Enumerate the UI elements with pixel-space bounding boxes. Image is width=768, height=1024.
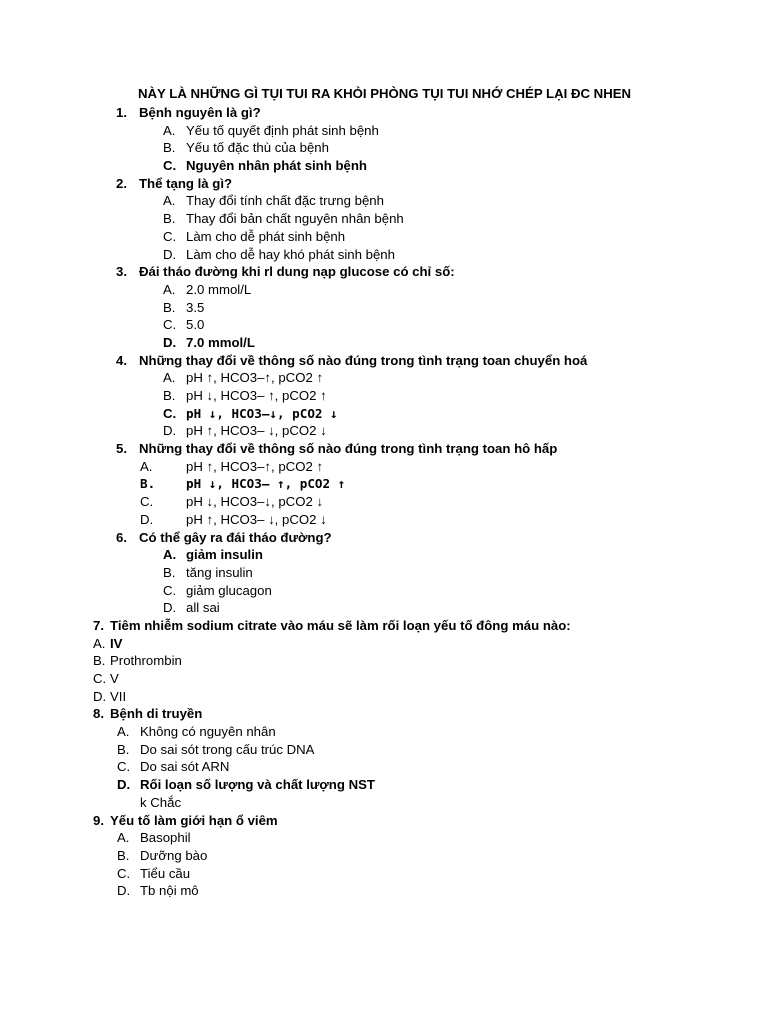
question-number: 6. xyxy=(116,529,127,545)
option-row xyxy=(0,599,768,617)
option-text: Tiểu cầu xyxy=(140,865,191,881)
option-row xyxy=(0,865,768,883)
option-text: giảm glucagon xyxy=(186,582,272,598)
option-letter: D. xyxy=(163,600,177,616)
option-letter: C. xyxy=(163,405,177,421)
option-text: Do sai sót ARN xyxy=(140,759,230,775)
option-row xyxy=(0,652,768,670)
option-letter: A. xyxy=(163,281,176,297)
question-row xyxy=(0,104,768,122)
option-letter: C. xyxy=(93,671,107,686)
option-letter: C. xyxy=(117,759,131,775)
option-text: 7.0 mmol/L xyxy=(186,334,255,350)
option-row xyxy=(0,741,768,759)
option-row xyxy=(0,882,768,900)
question-text: Thể tạng là gì? xyxy=(139,175,233,191)
option-text: IV xyxy=(110,635,123,651)
option-letter: C. xyxy=(163,582,177,598)
option-text: pH ↑, HCO3–↑, pCO2 ↑ xyxy=(186,458,324,474)
option-text: 3.5 xyxy=(186,299,205,315)
option-letter: C. xyxy=(163,228,177,244)
option-row xyxy=(0,475,768,493)
option-row xyxy=(0,387,768,405)
question-list xyxy=(0,104,768,900)
option-row xyxy=(0,493,768,511)
option-letter: D. xyxy=(163,334,177,350)
option-row xyxy=(0,334,768,352)
option-text: pH ↓, HCO3– ↑, pCO2 ↑ xyxy=(186,388,327,403)
option-text: Không có nguyên nhân xyxy=(140,724,276,740)
question-text: Có thể gây ra đái tháo đường? xyxy=(139,529,332,545)
option-row xyxy=(0,405,768,423)
option-text: 2.0 mmol/L xyxy=(186,281,252,297)
option-row xyxy=(0,281,768,299)
option-text: V xyxy=(110,671,119,686)
question-row xyxy=(0,529,768,547)
option-row xyxy=(0,192,768,210)
option-row xyxy=(0,564,768,582)
option-letter: D. xyxy=(93,688,107,704)
option-letter: B. xyxy=(163,388,176,403)
option-row xyxy=(0,670,768,688)
option-letter: C. xyxy=(140,494,154,510)
option-letter: B. xyxy=(117,847,130,863)
option-text: Thay đổi tính chất đặc trưng bệnh xyxy=(186,193,384,209)
question-number: 8. xyxy=(93,706,104,722)
question-text: Những thay đổi về thông số nào đúng trong tình trạng toan chuyển hoá xyxy=(139,352,588,368)
question-text: Đái tháo đường khi rl dung nạp glucose có chỉ số: xyxy=(139,264,455,280)
option-letter: B. xyxy=(163,564,176,580)
option-text: Basophil xyxy=(140,830,191,846)
option-text: Do sai sót trong cấu trúc DNA xyxy=(140,741,315,757)
option-text: pH ↓, HCO3–↓, pCO2 ↓ xyxy=(186,405,338,421)
question-row xyxy=(0,705,768,723)
option-text: Prothrombin xyxy=(110,653,182,669)
option-text: pH ↑, HCO3– ↓, pCO2 ↓ xyxy=(186,511,327,527)
question-number: 9. xyxy=(93,812,104,828)
option-row xyxy=(0,139,768,157)
option-row xyxy=(0,246,768,264)
option-text: Nguyên nhân phát sinh bệnh xyxy=(186,158,367,174)
option-letter: A. xyxy=(93,635,106,651)
option-letter: A. xyxy=(117,724,130,740)
option-row xyxy=(0,458,768,476)
option-row xyxy=(0,688,768,706)
option-row xyxy=(0,635,768,653)
option-letter: C. xyxy=(117,865,131,881)
option-text: pH ↑, HCO3–↑, pCO2 ↑ xyxy=(186,370,324,386)
option-row xyxy=(0,829,768,847)
option-row xyxy=(0,511,768,529)
option-row xyxy=(0,422,768,440)
option-text: pH ↓, HCO3– ↑, pCO2 ↑ xyxy=(186,476,346,492)
option-row xyxy=(0,369,768,387)
question-row xyxy=(0,175,768,193)
option-letter: B. xyxy=(140,476,156,492)
option-letter: D. xyxy=(163,246,177,262)
option-letter: A. xyxy=(163,193,176,209)
option-row xyxy=(0,546,768,564)
note-row xyxy=(0,794,768,812)
option-text: Yếu tố đặc thù của bệnh xyxy=(186,140,329,156)
option-letter: C. xyxy=(163,158,177,174)
option-text: Làm cho dễ phát sinh bệnh xyxy=(186,228,346,244)
answer-note: k Chắc xyxy=(140,794,182,810)
option-letter: D. xyxy=(163,423,177,439)
question-number: 7. xyxy=(93,617,104,633)
option-letter: D. xyxy=(117,777,131,793)
option-text: all sai xyxy=(186,600,220,616)
option-row xyxy=(0,228,768,246)
option-text: pH ↓, HCO3–↓, pCO2 ↓ xyxy=(186,494,324,510)
question-text: Tiêm nhiễm sodium citrate vào máu sẽ làm rối loạn yếu tố đông máu nào: xyxy=(110,617,571,633)
option-letter: D. xyxy=(140,511,154,527)
option-text: 5.0 xyxy=(186,317,205,333)
option-text: Rối loạn số lượng và chất lượng NST xyxy=(140,777,375,793)
option-row xyxy=(0,316,768,334)
option-letter: B. xyxy=(163,299,176,315)
option-row xyxy=(0,210,768,228)
question-text: Bệnh di truyền xyxy=(110,706,203,722)
question-row xyxy=(0,352,768,370)
question-text: Yếu tố làm giới hạn ổ viêm xyxy=(110,812,278,828)
option-row xyxy=(0,723,768,741)
option-row xyxy=(0,582,768,600)
option-text: Thay đổi bản chất nguyên nhân bệnh xyxy=(186,211,404,227)
option-text: Dưỡng bào xyxy=(140,847,208,863)
option-letter: A. xyxy=(163,122,176,138)
question-row xyxy=(0,263,768,281)
option-letter: A. xyxy=(117,830,130,846)
question-row xyxy=(0,440,768,458)
option-text: pH ↑, HCO3– ↓, pCO2 ↓ xyxy=(186,423,327,439)
option-row xyxy=(0,776,768,794)
option-letter: B. xyxy=(93,653,106,669)
option-row xyxy=(0,847,768,865)
option-text: VII xyxy=(110,688,127,704)
option-row xyxy=(0,299,768,317)
option-letter: B. xyxy=(163,140,176,156)
question-text: Bệnh nguyên là gì? xyxy=(139,105,261,120)
question-text: Những thay đổi về thông số nào đúng trong tình trạng toan hô hấp xyxy=(139,441,558,457)
option-letter: D. xyxy=(117,883,131,899)
option-row xyxy=(0,758,768,776)
option-text: tăng insulin xyxy=(186,564,253,580)
question-number: 4. xyxy=(116,352,127,368)
question-row xyxy=(0,617,768,635)
option-text: Yếu tố quyết định phát sinh bệnh xyxy=(186,122,379,138)
option-letter: B. xyxy=(163,211,176,227)
question-number: 2. xyxy=(116,175,127,191)
question-number: 1. xyxy=(116,105,127,120)
question-row xyxy=(0,812,768,830)
option-letter: B. xyxy=(117,741,130,757)
page-title: NÀY LÀ NHỮNG GÌ TỤI TUI RA KHỎI PHÒNG TỤI TUI NHỚ CHÉP LẠI ĐC NHEN xyxy=(138,86,632,101)
option-row xyxy=(0,122,768,140)
option-letter: A. xyxy=(140,458,153,474)
question-number: 3. xyxy=(116,264,127,280)
option-letter: A. xyxy=(163,547,177,563)
option-text: Tb nội mô xyxy=(140,883,199,899)
option-letter: C. xyxy=(163,317,177,333)
option-text: Làm cho dễ hay khó phát sinh bệnh xyxy=(186,246,395,262)
option-row xyxy=(0,157,768,175)
option-letter: A. xyxy=(163,370,176,386)
question-number: 5. xyxy=(116,441,127,457)
option-text: giảm insulin xyxy=(186,547,263,563)
